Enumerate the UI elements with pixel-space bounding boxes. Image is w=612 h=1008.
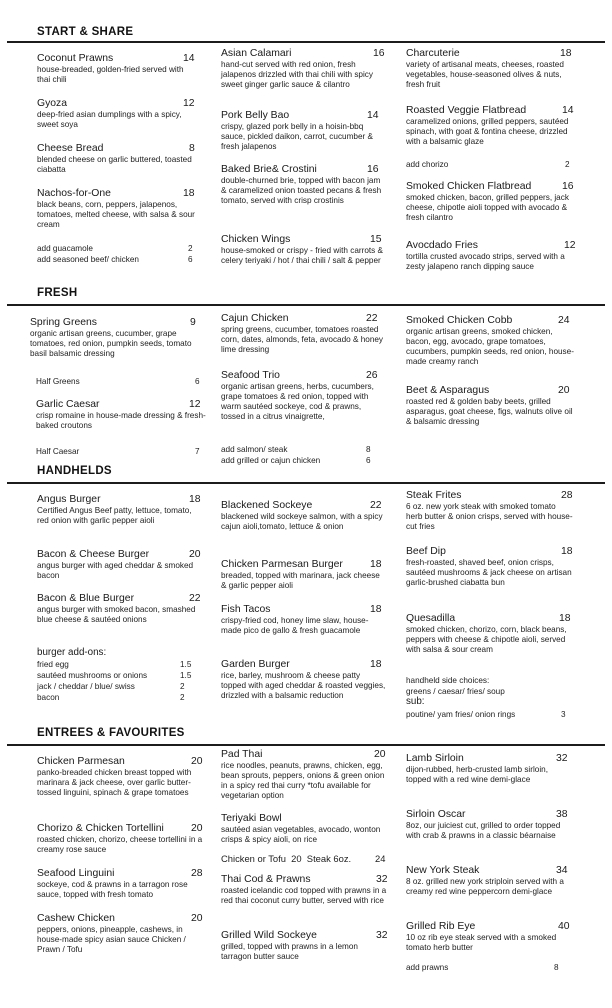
item-price: 8	[189, 143, 195, 154]
item-description: double-churned brie, topped with bacon jam & caramelized onion toasted pecans & fresh tomato, served with crisp crostinis	[221, 176, 382, 205]
item-name: Bacon & Blue Burger	[37, 593, 135, 604]
item-price: 32	[556, 753, 568, 764]
item-description: sockeye, cod & prawns in a tarragon rose sauce, topped with fresh tomato	[37, 880, 188, 899]
menu-item	[37, 755, 205, 798]
item-description: house-smoked or crispy - fried with carrots & celery teriyaki / hot / thai chili / salt & pepper	[221, 246, 383, 265]
item-price: 20	[191, 756, 203, 767]
item-price: 32	[376, 874, 388, 885]
item-description: rice, barley, mushroom & cheese patty topped with aged cheddar & roasted veggies, drizzled with a balsamic reduction	[221, 671, 386, 700]
item-name: Baked Brie& Crostini	[221, 164, 317, 175]
item-price: 16	[373, 48, 385, 59]
item-price: 18	[559, 613, 571, 624]
item-name: Smoked Chicken Flatbread	[406, 181, 532, 192]
item-price: 12	[183, 98, 195, 109]
item-price: 9	[190, 317, 196, 328]
item-price: 18	[560, 48, 572, 59]
menu-item	[221, 312, 386, 355]
item-description: black beans, corn, peppers, jalapenos, tomatoes, melted cheese, with salsa & sour cream	[37, 200, 195, 229]
item-name: Asian Calamari	[221, 48, 292, 59]
item-name: Pad Thai	[221, 749, 263, 760]
item-name: Garlic Caesar	[36, 399, 100, 410]
price-options-price: 24	[375, 853, 386, 864]
item-description: spring greens, cucumber, tomatoes roasted corn, dates, almonds, feta, avocado & honey lime dressing	[221, 325, 384, 354]
add-on-text: poutine/ yam fries/ onion rings	[406, 710, 516, 719]
item-price: 18	[370, 659, 382, 670]
item-price: 28	[191, 868, 203, 879]
add-on-text: sautéed mushrooms or onions	[37, 671, 148, 680]
menu-item	[37, 822, 205, 855]
item-price: 20	[191, 913, 203, 924]
menu-item	[221, 812, 389, 845]
item-description: 10 oz rib eye steak served with a smoked tomato herb butter	[406, 933, 557, 952]
side-choices-text: greens / caesar/ fries/ soup	[406, 687, 505, 696]
menu-item	[406, 808, 574, 841]
item-description: blended cheese on garlic buttered, toasted ciabatta	[37, 155, 192, 174]
item-name: Nachos-for-One	[37, 188, 111, 199]
add-on-text: bacon	[37, 693, 60, 702]
item-price: 18	[183, 188, 195, 199]
menu-item	[221, 873, 389, 906]
item-name: Thai Cod & Prawns	[221, 874, 311, 885]
item-name: Chorizo & Chicken Tortellini	[37, 823, 164, 834]
menu-item	[406, 752, 574, 785]
item-price: 22	[366, 313, 378, 324]
item-price: 26	[366, 370, 378, 381]
price-options-text: Chicken or Tofu 20 Steak 6oz.	[221, 853, 352, 864]
item-description: fresh-roasted, shaved beef, onion crisps, sautéed mushrooms & jack cheese on artisan garlic-brushed ciabatta bun	[406, 558, 572, 587]
item-description: smoked chicken, bacon, grilled peppers, jack cheese, chipotle aioli topped with avocado & fresh cilantro	[406, 193, 569, 222]
item-name: New York Steak	[406, 865, 480, 876]
item-description: hand-cut served with red onion, fresh jalapenos drizzled with thai chili with spicy sweet ginger garlic sauce & cilantro	[221, 60, 373, 89]
add-on-price: 6	[366, 456, 371, 465]
item-price: 28	[561, 490, 573, 501]
item-name: Blackened Sockeye	[221, 500, 313, 511]
item-name: Seafood Linguini	[37, 868, 115, 879]
item-description: panko-breaded chicken breast topped with marinara & jack cheese, over garlic butter-tossed linguini, spinach & grape tomatoes	[37, 768, 192, 797]
item-name: Seafood Trio	[221, 370, 280, 381]
item-price: 22	[189, 593, 201, 604]
item-name: Cheese Bread	[37, 143, 104, 154]
section-title-start-share: START & SHARE	[37, 26, 134, 38]
add-on-price: 2	[180, 693, 185, 702]
item-name: Cajun Chicken	[221, 313, 289, 324]
item-price: 18	[370, 559, 382, 570]
item-description: Certified Angus Beef patty, lettuce, tomato, red onion with garlic pepper aioli	[37, 506, 192, 525]
item-price: 34	[556, 865, 568, 876]
item-name: Fish Tacos	[221, 604, 271, 615]
item-name: Grilled Rib Eye	[406, 921, 476, 932]
item-description: crispy, glazed pork belly in a hoisin-bbq sauce, pickled daikon, carrot, cucumber & fresh jalapenos	[221, 122, 373, 151]
item-description: variety of artisanal meats, cheeses, roasted vegetables, house-seasoned olives & nuts, fresh fruit	[406, 60, 564, 89]
side-choices-label: handheld side choices:	[406, 676, 490, 685]
menu-item	[221, 47, 386, 90]
menu-item	[406, 104, 576, 147]
item-price: 22	[370, 500, 382, 511]
item-name: Pork Belly Bao	[221, 110, 290, 121]
item-price: 20	[558, 385, 570, 396]
menu-item	[37, 867, 205, 900]
item-name: Angus Burger	[37, 494, 101, 505]
menu-item	[221, 748, 389, 801]
menu-item	[406, 314, 574, 367]
menu-item	[406, 180, 576, 223]
item-price: 20	[191, 823, 203, 834]
item-name: Teriyaki Bowl	[221, 813, 282, 824]
item-description: roasted icelandic cod topped with prawns in a red thai coconut curry butter, served with rice	[221, 886, 387, 905]
add-on-price: 3	[561, 710, 566, 719]
item-name: Bacon & Cheese Burger	[37, 549, 150, 560]
item-name: Coconut Prawns	[37, 53, 114, 64]
menu-item	[37, 97, 197, 130]
item-description: organic artisan greens, smoked chicken, bacon, egg, avocado, grape tomatoes, cucumbers, pumpkin seeds, red onion, house-made creamy ranch	[406, 327, 574, 366]
item-price: 12	[189, 399, 201, 410]
item-description: smoked chicken, chorizo, corn, black beans, peppers with cheese & chipotle aioli, served with salsa & sour cream	[406, 625, 567, 654]
add-on-text: fried egg	[37, 660, 69, 669]
item-price: 16	[367, 164, 379, 175]
item-price: 20	[189, 549, 201, 560]
item-price: 15	[370, 234, 382, 245]
item-description: organic artisan greens, herbs, cucumbers, grape tomatoes & red onion, topped with warm sautéed sockeye, cod & prawns, tossed in a citrus vinaigrette,	[221, 382, 374, 421]
item-name: Charcuterie	[406, 48, 460, 59]
menu-item	[221, 658, 386, 701]
menu-item	[406, 47, 576, 90]
menu-item	[37, 187, 197, 230]
item-price: 14	[562, 105, 574, 116]
item-name: Beef Dip	[406, 546, 446, 557]
item-description: crisp romaine in house-made dressing & fresh-baked croutons	[36, 411, 206, 430]
item-description: blackened wild sockeye salmon, with a spicy cajun aioli,tomato, lettuce & onion	[221, 512, 383, 531]
menu-item	[221, 369, 386, 422]
item-description: tortilla crusted avocado strips, served with a zesty jalapeno ranch dipping sauce	[406, 252, 565, 271]
item-name: Lamb Sirloin	[406, 753, 464, 764]
item-description: dijon-rubbed, herb-crusted lamb sirloin, topped with a red wine demi-glace	[406, 765, 548, 784]
item-name: Gyoza	[37, 98, 68, 109]
sub-heading: sub:	[406, 696, 425, 707]
item-price: 24	[558, 315, 570, 326]
menu-item	[221, 499, 386, 532]
add-on-text: add grilled or cajun chicken	[221, 456, 321, 465]
menu-item	[221, 163, 386, 206]
menu-item	[36, 398, 214, 431]
add-on-text: add chorizo	[406, 160, 449, 169]
menu-item	[221, 109, 386, 152]
menu-item	[406, 920, 574, 953]
add-on-price: 2	[180, 682, 185, 691]
item-description: caramelized onions, grilled peppers, sautéed spinach, with goat & fontina cheese, drizzled with a balsamic glaze	[406, 117, 569, 146]
add-on-price: 1.5	[180, 671, 192, 680]
item-price: 32	[376, 930, 388, 941]
item-price: 14	[367, 110, 379, 121]
item-name: Chicken Parmesan Burger	[221, 559, 343, 570]
section-title-handhelds: HANDHELDS	[37, 465, 112, 477]
add-on-price: 6	[188, 255, 193, 264]
item-description: 8 oz. grilled new york striploin served with a creamy red wine peppercorn demi-glace	[406, 877, 564, 896]
item-price: 14	[183, 53, 195, 64]
menu-item	[406, 612, 574, 655]
item-description: breaded, topped with marinara, jack cheese & garlic pepper aioli	[221, 571, 380, 590]
add-on-text: jack / cheddar / blue/ swiss	[37, 682, 135, 691]
item-name: Chicken Wings	[221, 234, 291, 245]
item-name: Cashew Chicken	[37, 913, 115, 924]
menu-item	[37, 912, 205, 955]
item-price: 18	[561, 546, 573, 557]
item-description: rice noodles, peanuts, prawns, chicken, egg, bean sprouts, peppers, onions & green onion in a spicy red thai curry *tofu available for vegetarian option	[221, 761, 385, 800]
menu-item	[406, 864, 574, 897]
menu-item	[406, 545, 574, 588]
add-on-text: add prawns	[406, 963, 449, 972]
item-price: 18	[189, 494, 201, 505]
item-name: Chicken Parmesan	[37, 756, 125, 767]
menu-item	[221, 233, 386, 266]
section-divider	[7, 744, 605, 746]
section-divider	[7, 482, 605, 484]
menu-item	[37, 493, 205, 526]
item-description: sautéed asian vegetables, avocado, wonton crisps & spicy aioli, on rice	[221, 825, 381, 844]
add-on-text: Half Greens	[36, 377, 80, 386]
add-on-text: add seasoned beef/ chicken	[37, 255, 139, 264]
item-name: Beet & Asparagus	[406, 385, 490, 396]
menu-item	[221, 929, 389, 962]
item-price: 16	[562, 181, 574, 192]
section-title-entrees: ENTREES & FAVOURITES	[37, 727, 185, 739]
item-description: deep-fried asian dumplings with a spicy, sweet soya	[37, 110, 182, 129]
add-on-price: 2	[188, 244, 193, 253]
section-divider	[7, 41, 605, 43]
menu-item	[37, 548, 205, 581]
menu-item	[406, 489, 574, 532]
add-on-price: 6	[195, 377, 200, 386]
item-name: Steak Frites	[406, 490, 462, 501]
item-name: Smoked Chicken Cobb	[406, 315, 513, 326]
item-price: 18	[370, 604, 382, 615]
item-price: 20	[374, 749, 386, 760]
add-on-text: add salmon/ steak	[221, 445, 288, 454]
item-name: Avocdado Fries	[406, 240, 479, 251]
add-on-price: 2	[565, 160, 570, 169]
add-on-price: 8	[366, 445, 371, 454]
item-description: angus burger with aged cheddar & smoked bacon	[37, 561, 194, 580]
menu-item	[37, 592, 205, 625]
item-name: Spring Greens	[30, 317, 97, 328]
item-price: 12	[564, 240, 576, 251]
item-name: Garden Burger	[221, 659, 290, 670]
menu-item	[37, 142, 197, 175]
item-description: house-breaded, golden-fried served with thai chili	[37, 65, 184, 84]
add-on-text: Half Caesar	[36, 447, 80, 456]
menu-item	[30, 316, 208, 359]
menu-item	[221, 603, 386, 636]
item-name: Roasted Veggie Flatbread	[406, 105, 527, 116]
menu-item	[406, 384, 574, 427]
item-description: 6 oz. new york steak with smoked tomato herb butter & onion crisps, served with house-cut fries	[406, 502, 573, 531]
item-description: grilled, topped with prawns in a lemon tarragon butter sauce	[221, 942, 358, 961]
section-title-fresh: FRESH	[37, 287, 78, 299]
item-description: crispy-fried cod, honey lime slaw, house-made pico de gallo & fresh guacamole	[221, 616, 369, 635]
item-description: peppers, onions, pineapple, cashews, in house-made spicy asian sauce Chicken / Prawn / Tofu	[37, 925, 186, 954]
item-name: Sirloin Oscar	[406, 809, 466, 820]
item-description: 8oz, our juiciest cut, grilled to order topped with crab & prawns in a classic béarnaise	[406, 821, 561, 840]
item-name: Quesadilla	[406, 613, 456, 624]
add-on-price: 8	[554, 963, 559, 972]
item-price: 40	[558, 921, 570, 932]
section-divider	[7, 304, 605, 306]
add-on-price: 1.5	[180, 660, 192, 669]
item-description: angus burger with smoked bacon, smashed blue cheese & sautéed onions	[37, 605, 196, 624]
add-on-text: add guacamole	[37, 244, 93, 253]
add-on-price: 7	[195, 447, 200, 456]
item-description: roasted chicken, chorizo, cheese tortellini in a creamy rose sauce	[37, 835, 203, 854]
item-price: 38	[556, 809, 568, 820]
item-description: organic artisan greens, cucumber, grape tomatoes, red onion, pumpkin seeds, tomato basil balsamic dressing	[30, 329, 192, 358]
item-description: roasted red & golden baby beets, grilled asparagus, goat cheese, figs, walnuts olive oil & balsamic dressing	[406, 397, 573, 426]
menu-item	[37, 52, 197, 85]
menu-item	[221, 558, 386, 591]
item-name: Grilled Wild Sockeye	[221, 930, 317, 941]
menu-item	[406, 239, 576, 272]
add-ons-heading: burger add-ons:	[37, 647, 107, 658]
